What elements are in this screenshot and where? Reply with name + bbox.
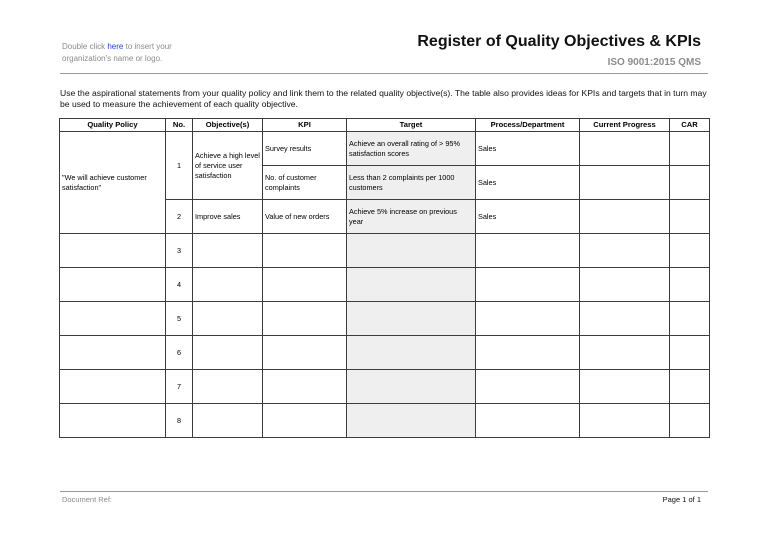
column-header-target: Target (347, 119, 476, 132)
table-row (60, 234, 710, 268)
process-cell[interactable] (476, 268, 580, 302)
kpi-cell[interactable]: No. of customer complaints (263, 166, 347, 200)
car-cell[interactable] (670, 268, 710, 302)
kpi-cell[interactable] (263, 336, 347, 370)
document-title: Register of Quality Objectives & KPIs (417, 33, 701, 50)
progress-cell[interactable] (580, 200, 670, 234)
quality-policy-cell[interactable] (60, 234, 166, 268)
progress-cell[interactable] (580, 336, 670, 370)
target-cell[interactable] (347, 370, 476, 404)
kpi-cell[interactable] (263, 370, 347, 404)
table-row (60, 302, 710, 336)
objective-cell[interactable] (193, 234, 263, 268)
process-cell[interactable] (476, 336, 580, 370)
row-number: 5 (166, 302, 193, 336)
process-cell[interactable] (476, 234, 580, 268)
column-header-process-department: Process/Department (476, 119, 580, 132)
org-logo-placeholder[interactable] (62, 41, 202, 65)
car-cell[interactable] (670, 370, 710, 404)
column-header-quality-policy: Quality Policy (60, 119, 166, 132)
car-cell[interactable] (670, 166, 710, 200)
header-divider (60, 73, 708, 74)
kpi-cell[interactable] (263, 302, 347, 336)
row-number: 1 (166, 132, 193, 200)
column-header-car: CAR (670, 119, 710, 132)
table-row (60, 370, 710, 404)
column-header-objectives: Objective(s) (193, 119, 263, 132)
target-cell[interactable] (347, 336, 476, 370)
target-cell[interactable]: Achieve an overall rating of > 95% satisfaction scores (347, 132, 476, 166)
progress-cell[interactable] (580, 132, 670, 166)
kpi-cell[interactable] (263, 268, 347, 302)
process-cell[interactable] (476, 302, 580, 336)
document-subtitle: ISO 9001:2015 QMS (607, 57, 701, 68)
target-cell[interactable] (347, 404, 476, 438)
row-number: 8 (166, 404, 193, 438)
kpi-cell[interactable] (263, 234, 347, 268)
objective-cell[interactable] (193, 268, 263, 302)
row-number: 2 (166, 200, 193, 234)
objective-cell[interactable]: Achieve a high level of service user satisfaction (193, 132, 263, 200)
kpi-cell[interactable]: Survey results (263, 132, 347, 166)
car-cell[interactable] (670, 336, 710, 370)
car-cell[interactable] (670, 200, 710, 234)
car-cell[interactable] (670, 132, 710, 166)
page-number: Page 1 of 1 (662, 495, 701, 504)
quality-policy-cell[interactable]: "We will achieve customer satisfaction" (60, 132, 166, 234)
target-cell[interactable] (347, 302, 476, 336)
kpi-cell[interactable] (263, 404, 347, 438)
process-cell[interactable] (476, 370, 580, 404)
progress-cell[interactable] (580, 166, 670, 200)
target-cell[interactable]: Achieve 5% increase on previous year (347, 200, 476, 234)
progress-cell[interactable] (580, 370, 670, 404)
intro-paragraph: Use the aspirational statements from your quality policy and link them to the related quality objective(s). The table also provides ideas for KPIs and targets that in turn may be used to measure the achievement of each quality objective. (60, 88, 707, 109)
car-cell[interactable] (670, 404, 710, 438)
table-row (60, 336, 710, 370)
progress-cell[interactable] (580, 234, 670, 268)
target-cell[interactable] (347, 268, 476, 302)
progress-cell[interactable] (580, 268, 670, 302)
row-number: 3 (166, 234, 193, 268)
kpi-cell[interactable]: Value of new orders (263, 200, 347, 234)
objective-cell[interactable] (193, 370, 263, 404)
table-row (60, 404, 710, 438)
process-cell[interactable] (476, 404, 580, 438)
quality-policy-cell[interactable] (60, 404, 166, 438)
target-cell[interactable]: Less than 2 complaints per 1000 customers (347, 166, 476, 200)
quality-policy-cell[interactable] (60, 268, 166, 302)
org-note-text-rest: to insert your organization's name or logo. (62, 42, 172, 63)
car-cell[interactable] (670, 234, 710, 268)
table-row (60, 268, 710, 302)
org-note-text: Double click (62, 42, 108, 51)
progress-cell[interactable] (580, 302, 670, 336)
document-reference: Document Ref: (62, 495, 113, 504)
car-cell[interactable] (670, 302, 710, 336)
objective-cell[interactable] (193, 302, 263, 336)
footer-divider (60, 491, 708, 492)
insert-org-link[interactable]: here (107, 42, 124, 51)
column-header-kpi: KPI (263, 119, 347, 132)
objective-cell[interactable] (193, 336, 263, 370)
row-number: 4 (166, 268, 193, 302)
target-cell[interactable] (347, 234, 476, 268)
objective-cell[interactable]: Improve sales (193, 200, 263, 234)
column-header-current-progress: Current Progress (580, 119, 670, 132)
process-cell[interactable]: Sales (476, 166, 580, 200)
row-number: 6 (166, 336, 193, 370)
quality-policy-cell[interactable] (60, 370, 166, 404)
row-number: 7 (166, 370, 193, 404)
objective-cell[interactable] (193, 404, 263, 438)
column-header-no: No. (166, 119, 193, 132)
table-row (60, 132, 710, 166)
progress-cell[interactable] (580, 404, 670, 438)
table-header-row (60, 119, 710, 132)
process-cell[interactable]: Sales (476, 200, 580, 234)
process-cell[interactable]: Sales (476, 132, 580, 166)
quality-policy-cell[interactable] (60, 336, 166, 370)
quality-policy-cell[interactable] (60, 302, 166, 336)
objectives-register-table (59, 118, 710, 438)
